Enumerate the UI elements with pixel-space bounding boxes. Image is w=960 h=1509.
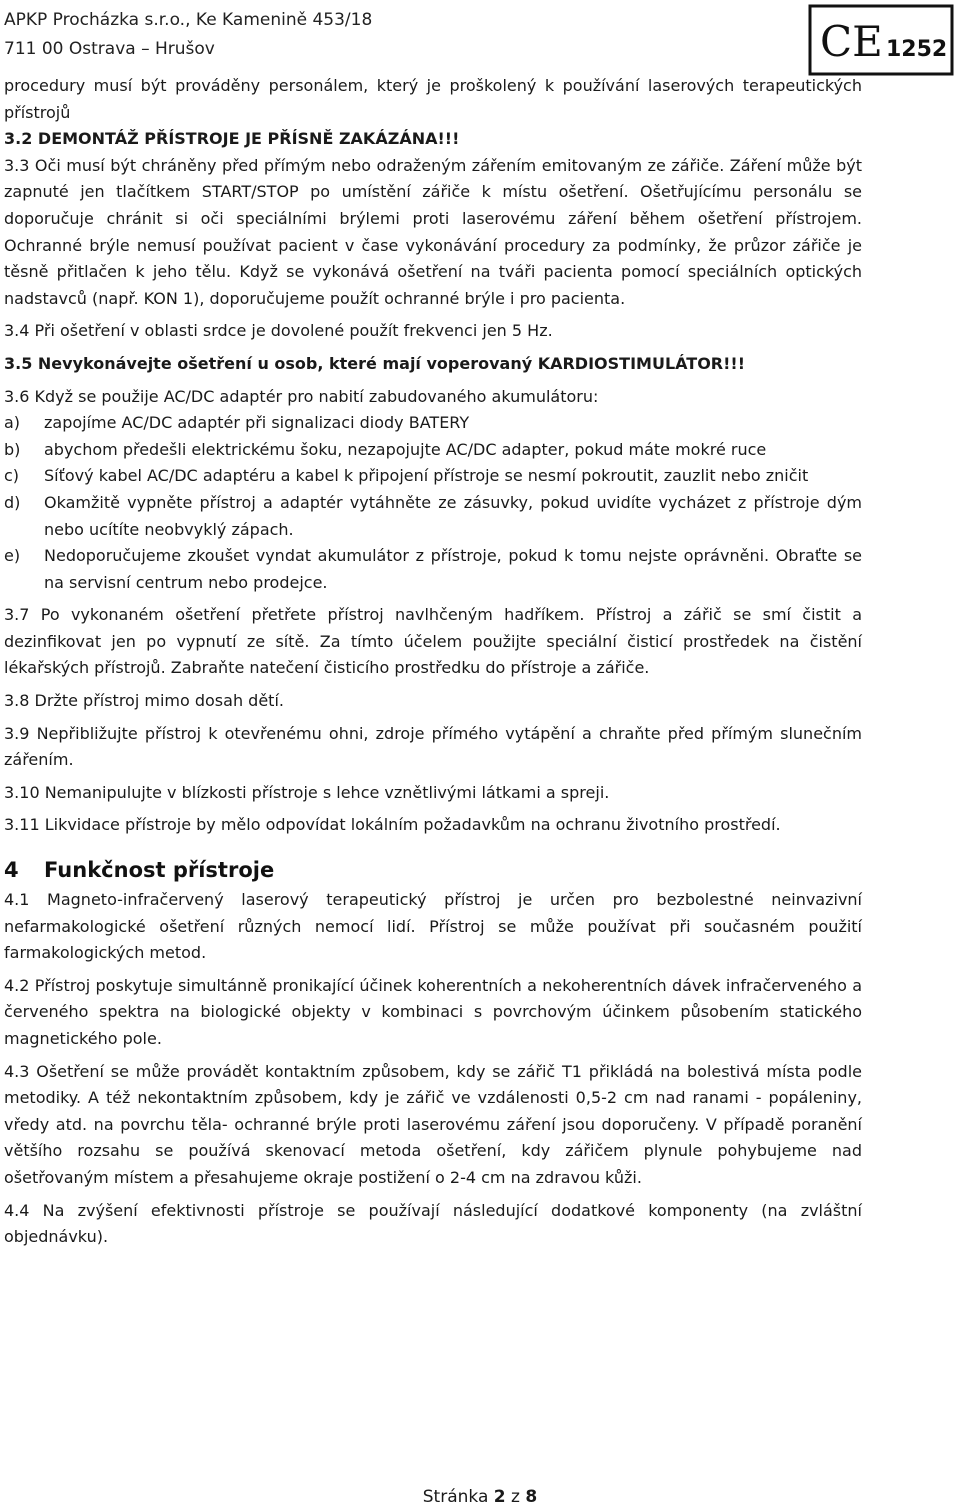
ce-letters: CE [820, 17, 883, 66]
paragraph-3-4: 3.4 Při ošetření v oblasti srdce je dovolené použít frekvenci jen 5 Hz. [4, 321, 553, 341]
paragraph-4-1: 4.1 Magneto-infračervený laserový terapeutický přístroj je určen pro bezbolestné neinvazivní nefarmakologické ošetření různých nemocí lidí. Přístroj se může používat při současném použití farmakologických metod. [4, 890, 862, 963]
paragraph-3-8: 3.8 Držte přístroj mimo dosah dětí. [4, 691, 284, 711]
paragraph-3-2: 3.2 DEMONTÁŽ PŘÍSTROJE JE PŘÍSNĚ ZAKÁZÁNA!!! [4, 129, 460, 149]
section-number: 4 [4, 858, 19, 883]
paragraph-4-2: 4.2 Přístroj poskytuje simultánně pronikající účinek koherentních a nekoherentních dávek infračerveného a červeného spektra na biologické objekty v kombinaci s povrchovým účinkem působením statického magnetického pole. [4, 975, 862, 1048]
list-item-text: Nedoporučujeme zkoušet vyndat akumulátor z přístroje, pokud k tomu nejste oprávněni. Obraťte se na servisní centrum nebo prodejce. [44, 546, 862, 592]
paragraph-3-3: 3.3 Oči musí být chráněny před přímým nebo odraženým zářením emitovaným ze zářiče. Záření může být zapnuté jen tlačítkem START/STOP po umístění zářiče k místu ošetření. Ošetřujícímu personálu se doporučuje chránit si oči speciálními brýlemi proti laserovému záření během ošetření přístrojem. Ochranné brýle nemusí používat pacient v čase vykonávání procedury za podmínky, že průzor zářiče je těsně přitlačen k jeho tělu. Když se vykonává ošetření na tváři pacienta pomocí speciálních optických nadstavců (např. KON 1), doporučujeme použít ochranné brýle i pro pacienta. [4, 155, 862, 308]
page-footer [0, 1487, 960, 1507]
list-item [4, 410, 862, 437]
list-item [4, 543, 862, 596]
page-label: Stránka [422, 1487, 489, 1507]
list-item-text: Síťový kabel AC/DC adaptéru a kabel k připojení přístroje se nesmí pokroutit, zauzlit nebo zničit [44, 466, 809, 486]
company-address: APKP Procházka s.r.o., Ke Kamenině 453/18 [4, 10, 373, 30]
list-item-text: Okamžitě vypněte přístroj a adaptér vytáhněte ze zásuvky, pokud uvidíte vycházet z přístroje dým nebo ucítíte neobvyklý zápach. [44, 492, 862, 539]
list-item [4, 490, 862, 543]
section-4-heading [4, 853, 862, 887]
ce-certification-mark [808, 4, 954, 76]
list-item-text: abychom předešli elektrickému šoku, nezapojujte AC/DC adapter, pokud máte mokré ruce [44, 439, 767, 459]
paragraph-4-3: 4.3 Ošetření se může provádět kontaktním způsobem, kdy se zářič T1 přikládá na bolestivá místa podle metodiky. A též nekontaktním způsobem, kdy je zářič ve vzdálenosti 0,5-2 cm nad ranami - popáleniny, vředy atd. na povrchu těla- ochranné brýle proti laserovému záření jsou doporučeny. V případě poranění většího rozsahu se používá skenovací metoda ošetření, kdy zářičem plynule pohybujeme nad ošetřovaným místem a přesahujeme okraje postižení o 2-4 cm na zdravou kůži. [4, 1061, 862, 1187]
intro-paragraph: procedury musí být prováděny personálem, který je proškolený k používání laserových terapeutických přístrojů [4, 76, 862, 122]
page-of: z [511, 1487, 520, 1507]
page-total: 8 [525, 1487, 538, 1507]
document-body [4, 73, 862, 1251]
list-marker: d) [4, 492, 21, 512]
list-item [4, 437, 862, 464]
list-3-6 [4, 410, 862, 596]
paragraph-4-4: 4.4 Na zvýšení efektivnosti přístroje se používají následující dodatkové komponenty (na zvláštní objednávku). [4, 1200, 862, 1247]
page-number: 2 [493, 1487, 506, 1507]
paragraph-3-10: 3.10 Nemanipulujte v blízkosti přístroje s lehce vznětlivými látkami a spreji. [4, 782, 610, 802]
paragraph-3-11: 3.11 Likvidace přístroje by mělo odpovídat lokálním požadavkům na ochranu životního prostředí. [4, 815, 781, 835]
paragraph-3-7: 3.7 Po vykonaném ošetření přetřete přístroj navlhčeným hadříkem. Přístroj a zářič se smí čistit a dezinfikovat jen po vypnutí ze sítě. Za tímto účelem použijte speciální čisticí prostředek na čistění lékařských přístrojů. Zabraňte natečení čisticího prostředku do přístroje a zářiče. [4, 605, 862, 678]
list-marker: b) [4, 439, 21, 459]
list-marker: c) [4, 466, 20, 486]
company-city: 711 00 Ostrava – Hrušov [4, 39, 215, 59]
section-title: Funkčnost přístroje [44, 858, 275, 883]
paragraph-3-9: 3.9 Nepřibližujte přístroj k otevřenému ohni, zdroje přímého vytápění a chraňte před přímým slunečním zářením. [4, 723, 862, 770]
ce-number: 1252 [886, 37, 948, 62]
list-item-text: zapojíme AC/DC adaptér při signalizaci diody BATERY [44, 413, 470, 433]
list-marker: e) [4, 546, 21, 566]
paragraph-3-5: 3.5 Nevykonávejte ošetření u osob, které mají voperovaný KARDIOSTIMULÁTOR!!! [4, 353, 746, 373]
page-header [4, 6, 372, 64]
paragraph-3-6: 3.6 Když se použije AC/DC adaptér pro nabití zabudovaného akumulátoru: [4, 386, 599, 406]
list-item [4, 463, 862, 490]
list-marker: a) [4, 413, 21, 433]
